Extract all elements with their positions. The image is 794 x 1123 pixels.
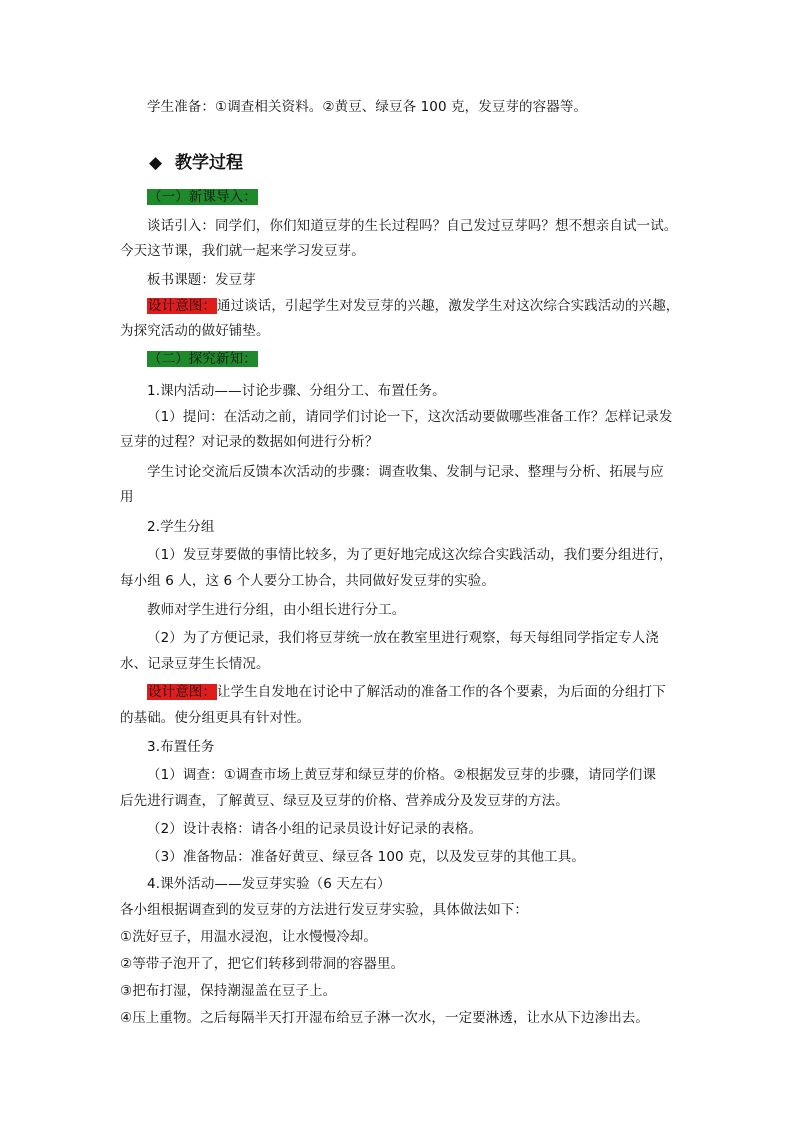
paragraph-question-line-2: 豆芽的过程？对记录的数据如何进行分析？ [120,434,379,450]
section-1-label: （一）新课导入： [148,189,257,205]
intent-2-text: 让学生自发地在讨论中了解活动的准备工作的各个要素，为后面的分组打下 [217,684,666,700]
paragraph-feedback-line-2: 用 [120,489,134,505]
section-2-label: （二）探究新知： [148,351,257,367]
section-2-label-line [147,349,258,369]
paragraph-group-2-line-1: （2）为了方便记录，我们将豆芽统一放在教室里进行观察，每天每组同学指定专人浇 [147,630,659,646]
section-heading [149,151,243,175]
paragraph-board-title: 板书课题：发豆芽 [147,272,256,288]
paragraph-teacher-grouping: 教师对学生进行分组，由小组长进行分工。 [147,602,406,618]
paragraph-intent-2-line-2: 的基础。使分组更具有针对性。 [120,710,311,726]
paragraph-design-table: （2）设计表格：请各小组的记录员设计好记录的表格。 [147,821,483,837]
paragraph-intent-1-line-2: 为探究活动的做好铺垫。 [120,323,270,339]
intent-1-text: 通过谈话，引起学生对发豆芽的兴趣，激发学生对这次综合实践活动的兴趣， [217,298,680,314]
paragraph-intro-line-1: 谈话引入：同学们，你们知道豆芽的生长过程吗？自己发过豆芽吗？想不想亲自试一试。 [147,218,678,234]
section-1-label-line [147,187,258,207]
paragraph-survey-line-1: （1）调查：①调查市场上黄豆芽和绿豆芽的价格。②根据发豆芽的步骤，请同学们课 [147,767,657,783]
step-2: ②等带子泡开了，把它们转移到带洞的容器里。 [120,956,405,972]
paragraph-grouping: 2.学生分组 [147,519,215,535]
paragraph-intent-2-line-1 [147,682,666,702]
step-3: ③把布打湿，保持潮湿盖在豆子上。 [120,983,337,999]
step-4: ④压上重物。之后每隔半天打开湿布给豆子淋一次水，一定要淋透，让水从下边渗出去。 [120,1010,650,1026]
heading-text: 教学过程 [175,153,243,173]
paragraph-group-2-line-2: 水、记录豆芽生长情况。 [120,656,270,672]
paragraph-in-class-activity: 1.课内活动——讨论步骤、分组分工、布置任务。 [147,383,446,399]
paragraph-assign-tasks: 3.布置任务 [147,739,215,755]
paragraph-feedback-line-1: 学生讨论交流后反馈本次活动的步骤：调查收集、发制与记录、整理与分析、拓展与应 [147,464,664,480]
paragraph-prepare-items: （3）准备物品：准备好黄豆、绿豆各 100 克，以及发豆芽的其他工具。 [147,849,585,865]
design-intent-label-2: 设计意图： [148,684,216,700]
paragraph-survey-line-2: 后先进行调查，了解黄豆、绿豆及豆芽的价格、营养成分及发豆芽的方法。 [120,793,569,809]
diamond-bullet-icon: ◆ [149,153,163,173]
step-1: ①洗好豆子，用温水浸泡，让水慢慢冷却。 [120,929,378,945]
paragraph-intro-line-2: 今天这节课，我们就一起来学习发豆芽。 [120,243,365,259]
paragraph-group-1-line-2: 每小组 6 人，这 6 个人要分工协合，共同做好发豆芽的实验。 [120,573,495,589]
paragraph-outdoor-activity: 4.课外活动——发豆芽实验（6 天左右） [147,876,391,892]
design-intent-label: 设计意图： [148,298,216,314]
paragraph-experiment-intro: 各小组根据调查到的发豆芽的方法进行发豆芽实验，具体做法如下： [120,902,528,918]
paragraph-group-1-line-1: （1）发豆芽要做的事情比较多，为了更好地完成这次综合实践活动，我们要分组进行， [147,547,673,563]
student-prep-line: 学生准备：①调查相关资料。②黄豆、绿豆各 100 克，发豆芽的容器等。 [147,99,588,115]
paragraph-question-line-1: （1）提问：在活动之前，请同学们讨论一下，这次活动要做哪些准备工作？怎样记录发 [147,409,673,425]
paragraph-intent-1-line-1 [147,296,679,316]
